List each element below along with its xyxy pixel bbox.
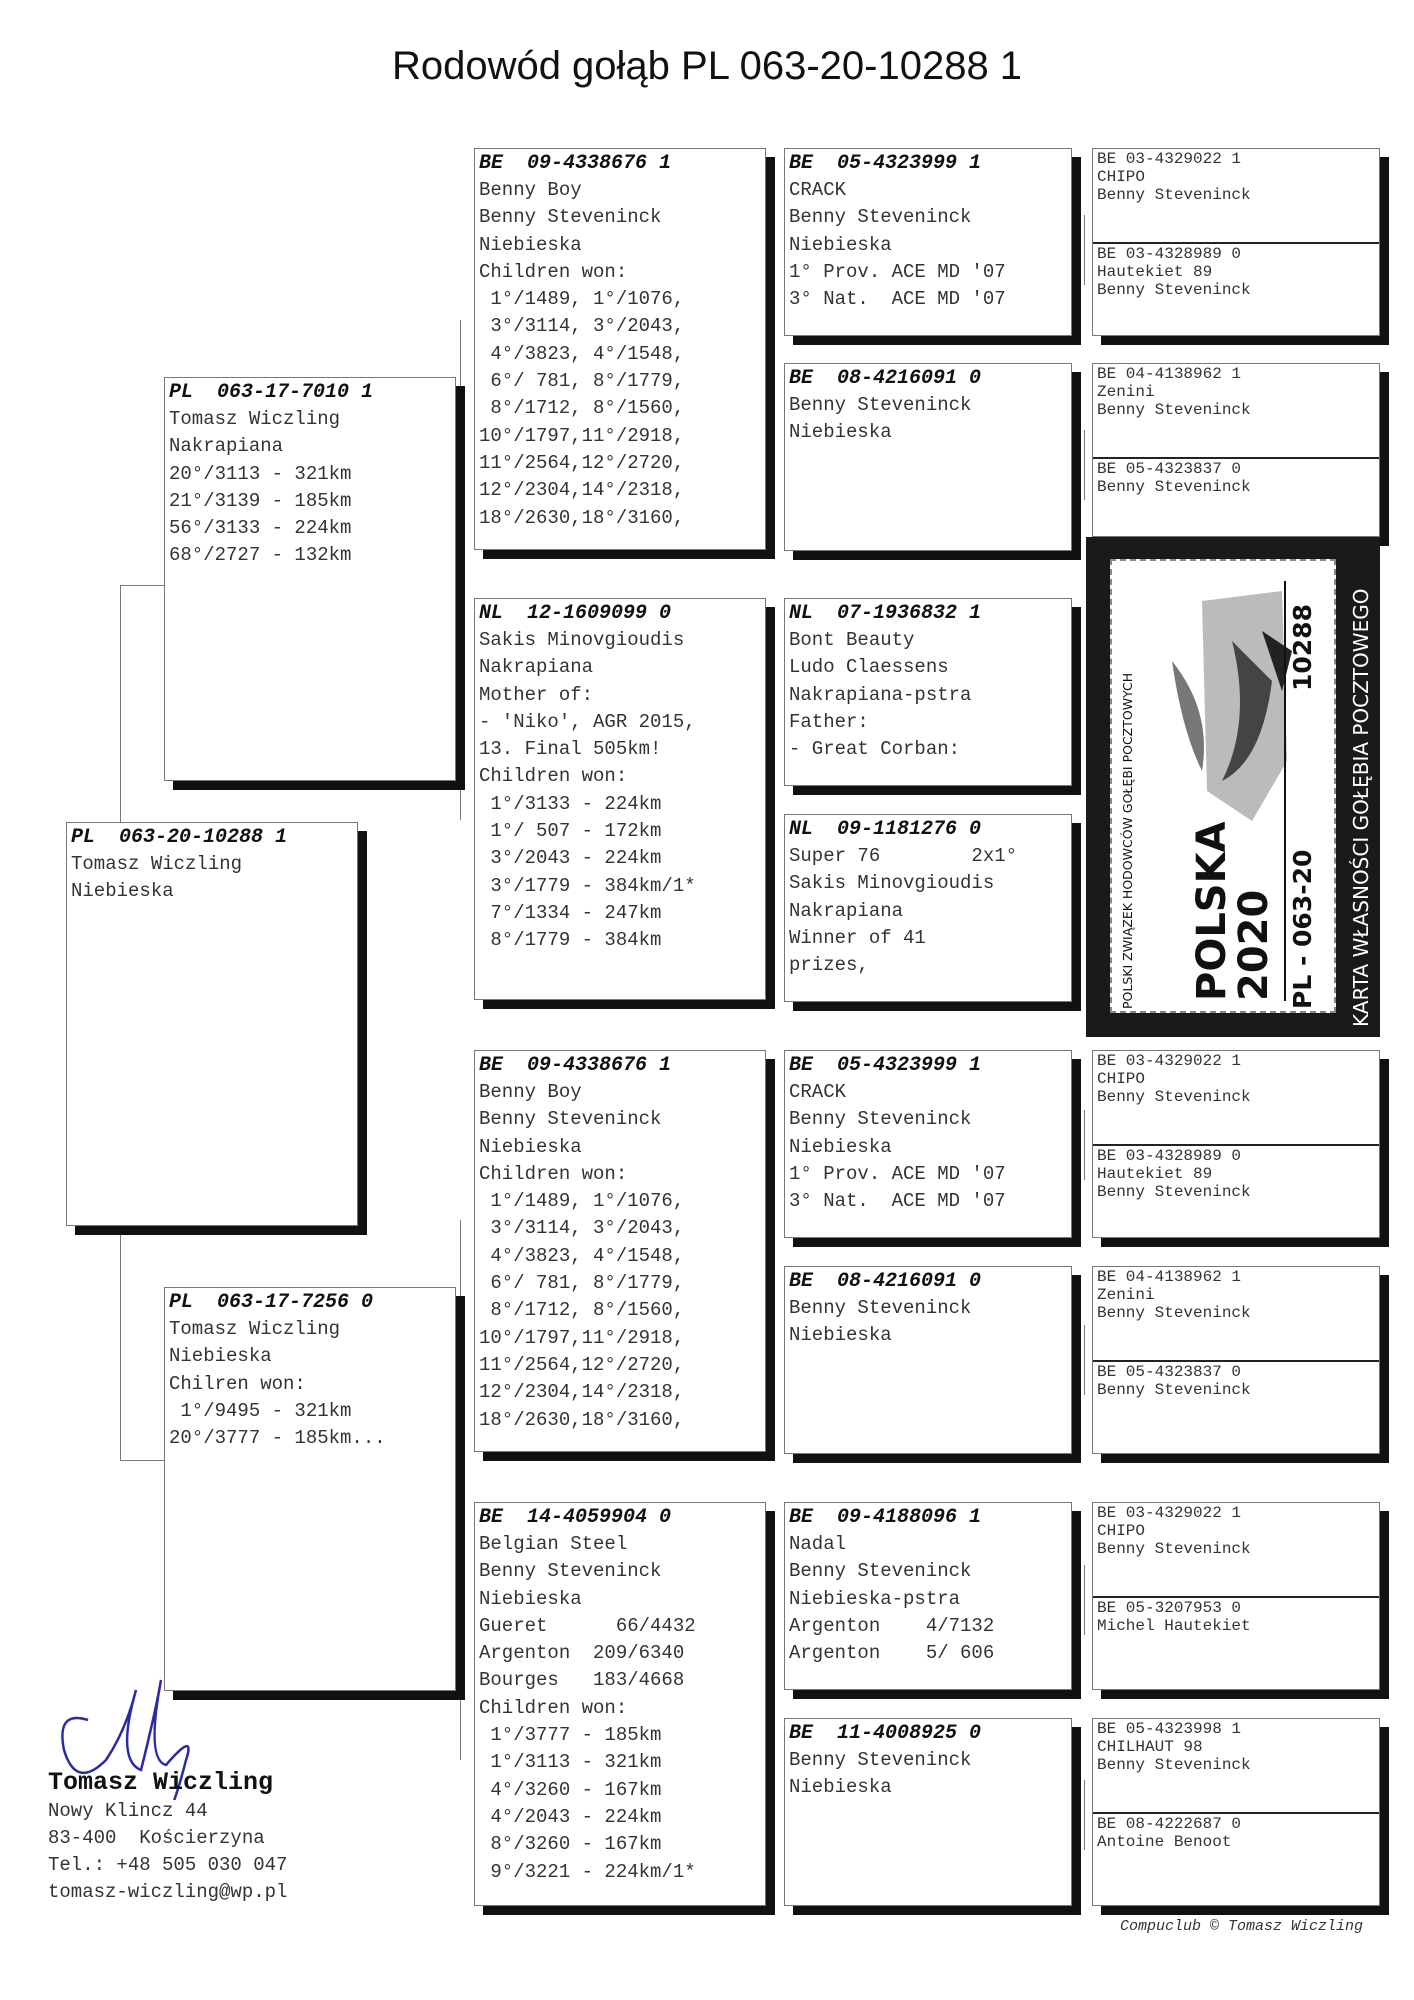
ring-number: BE 03-4329022 1 <box>1097 1504 1242 1522</box>
pedigree-card-gen4[interactable] <box>1092 1502 1380 1690</box>
pedigree-card-subject[interactable] <box>66 822 358 1226</box>
line: Niebieska <box>789 233 892 256</box>
line: Benny Boy <box>479 179 582 201</box>
line: 6°/ 781, 8°/1779, <box>479 1272 685 1295</box>
line: Niebieska <box>479 1135 582 1158</box>
line: Zenini <box>1097 383 1155 401</box>
line: Niebieska <box>789 421 892 444</box>
ring-ownership-card <box>1086 537 1380 1037</box>
pedigree-card-gen4[interactable] <box>1092 1266 1380 1454</box>
line: 8°/1779 - 384km <box>479 929 662 952</box>
connector <box>1084 1565 1085 1635</box>
line: 18°/2630,18°/3160, <box>479 1408 685 1431</box>
line: Hautekiet 89 <box>1097 263 1213 281</box>
line: Sakis Minovgioudis <box>479 629 685 651</box>
pedigree-card-gen3[interactable] <box>784 148 1072 336</box>
result-line: 68°/2727 - 132km <box>169 544 352 567</box>
connector <box>120 585 121 830</box>
page-title: Rodowód gołąb PL 063-20-10288 1 <box>391 44 1023 88</box>
line: 12°/2304,14°/2318, <box>479 479 685 502</box>
line: 9°/3221 - 224km/1* <box>479 1860 696 1883</box>
ring-number: BE 05-4323837 0 <box>1097 460 1242 478</box>
pedigree-card-gen3[interactable] <box>784 1502 1072 1690</box>
line: Niebieska-pstra <box>789 1587 961 1610</box>
country-text: POLSKA <box>1189 821 1235 1001</box>
connector <box>772 1600 773 1830</box>
pedigree-card-gen4[interactable] <box>1092 1050 1380 1238</box>
ring-number: BE 03-4329022 1 <box>1097 150 1242 168</box>
line: Nakrapiana <box>479 656 594 679</box>
line: 3°/3114, 3°/2043, <box>479 315 685 338</box>
connector <box>1084 1325 1085 1395</box>
line: CHILHAUT 98 <box>1097 1738 1203 1756</box>
email-link[interactable]: tomasz-wiczling@wp.pl <box>48 1881 288 1903</box>
line: Benny Steveninck <box>1097 478 1251 496</box>
line: prizes, <box>789 954 869 977</box>
line: CRACK <box>789 179 847 201</box>
owner: Tomasz Wiczling <box>169 1318 341 1340</box>
association-text: POLSKI ZWIĄZEK HODOWCÓW GOŁĘBI POCZTOWYCH <box>1120 672 1135 1009</box>
line: Argenton 209/6340 <box>479 1642 685 1665</box>
line: 10°/1797,11°/2918, <box>479 1326 685 1349</box>
pedigree-card-gen3[interactable] <box>784 1266 1072 1454</box>
connector <box>1084 430 1085 500</box>
line: 1°/1489, 1°/1076, <box>479 1190 685 1213</box>
ring-prefix: PL - 063-20 <box>1288 849 1317 1009</box>
line: Sakis Minovgioudis <box>789 872 995 895</box>
line: Children won: <box>479 260 628 283</box>
line: Super 76 2x1° <box>789 845 1018 867</box>
line: Children won: <box>479 765 628 788</box>
line: 11°/2564,12°/2720, <box>479 1353 685 1376</box>
line: Michel Hautekiet <box>1097 1617 1251 1635</box>
line: Benny Steveninck <box>1097 1756 1251 1774</box>
ring-number: NL 09-1181276 0 <box>789 818 982 841</box>
line: Niebieska <box>479 233 582 256</box>
ring-number: BE 05-4323837 0 <box>1097 1363 1242 1381</box>
connector <box>1084 1780 1085 1850</box>
line: Bont Beauty <box>789 629 915 651</box>
line: 1°/ 507 - 172km <box>479 820 662 843</box>
line: Father: <box>789 710 869 733</box>
connector <box>1084 215 1085 285</box>
result-line: 56°/3133 - 224km <box>169 517 352 540</box>
footer-credit: Compuclub © Tomasz Wiczling <box>1120 1918 1364 1935</box>
line: Benny Steveninck <box>789 1560 972 1583</box>
line: Benny Steveninck <box>1097 401 1251 419</box>
ring-number: BE 08-4222687 0 <box>1097 1815 1242 1833</box>
ring-number: BE 14-4059904 0 <box>479 1506 672 1529</box>
pedigree-card-gen2[interactable] <box>474 1050 766 1452</box>
owner: Tomasz Wiczling <box>71 853 243 875</box>
ring-number: NL 12-1609099 0 <box>479 602 672 625</box>
line: Argenton 4/7132 <box>789 1614 995 1637</box>
line: Benny Steveninck <box>1097 1183 1251 1201</box>
connector <box>772 690 773 960</box>
line: Benny Steveninck <box>479 1108 662 1131</box>
line: Benny Steveninck <box>1097 1381 1251 1399</box>
line: Benny Steveninck <box>789 1297 972 1319</box>
line: 10°/1797,11°/2918, <box>479 424 685 447</box>
ring-number: NL 07-1936832 1 <box>789 602 982 625</box>
line: Benny Steveninck <box>789 1749 972 1771</box>
line: Benny Steveninck <box>479 1560 662 1583</box>
result-line: 20°/3113 - 321km <box>169 462 352 485</box>
line: 1°/3133 - 224km <box>479 792 662 815</box>
result-line: 1°/9495 - 321km <box>169 1399 352 1422</box>
line: 3° Nat. ACE MD '07 <box>789 1190 1006 1213</box>
pedigree-card-mother[interactable] <box>164 1287 456 1691</box>
pedigree-card-gen2[interactable] <box>474 1502 766 1906</box>
line: 8°/1712, 8°/1560, <box>479 1299 685 1322</box>
connector <box>460 1220 461 1760</box>
pedigree-card-gen4[interactable] <box>1092 148 1380 336</box>
line: 18°/2630,18°/3160, <box>479 506 685 529</box>
line: Ludo Claessens <box>789 656 949 679</box>
ring-number: PL 063-20-10288 1 <box>71 826 288 849</box>
ring-number: BE 04-4138962 1 <box>1097 1268 1242 1286</box>
color: Nakrapiana <box>169 435 284 458</box>
pedigree-card-gen4[interactable] <box>1092 363 1380 537</box>
pedigree-card-gen3[interactable] <box>784 363 1072 551</box>
owner: Tomasz Wiczling <box>169 408 341 430</box>
breeder-contact <box>48 1768 287 1906</box>
ring-number: BE 05-4323999 1 <box>789 152 982 175</box>
pedigree-card-gen3[interactable] <box>784 1050 1072 1238</box>
line: Benny Steveninck <box>1097 1540 1251 1558</box>
line: Children won: <box>479 1696 628 1719</box>
line: Benny Steveninck <box>1097 1304 1251 1322</box>
line: 13. Final 505km! <box>479 738 662 761</box>
result-line: Chilren won: <box>169 1372 306 1395</box>
result-line: 21°/3139 - 185km <box>169 489 352 512</box>
line: 3°/3114, 3°/2043, <box>479 1217 685 1240</box>
pedigree-card-gen2[interactable] <box>474 148 766 550</box>
pedigree-card-gen3[interactable] <box>784 1718 1072 1906</box>
line: CHIPO <box>1097 1070 1146 1088</box>
line: 8°/3260 - 167km <box>479 1833 662 1856</box>
line: Gueret 66/4432 <box>479 1614 696 1637</box>
line: 12°/2304,14°/2318, <box>479 1381 685 1404</box>
ring-number: BE 08-4216091 0 <box>789 367 982 390</box>
card-footer-text: KARTA WŁASNOŚCI GOŁĘBIA POCZTOWEGO <box>1349 588 1373 1027</box>
line: 4°/2043 - 224km <box>479 1805 662 1828</box>
line: 1° Prov. ACE MD '07 <box>789 1162 1006 1185</box>
ring-number-text: 10288 <box>1288 604 1317 691</box>
color: Niebieska <box>169 1345 272 1368</box>
ring-number: BE 04-4138962 1 <box>1097 365 1242 383</box>
connector <box>460 320 461 820</box>
line: Mother of: <box>479 683 594 706</box>
ring-number: BE 09-4338676 1 <box>479 1054 672 1077</box>
line: Nakrapiana-pstra <box>789 683 972 706</box>
year-text: 2020 <box>1231 889 1277 1001</box>
connector <box>120 1225 121 1460</box>
city: 83-400 Kościerzyna <box>48 1827 265 1849</box>
line: 11°/2564,12°/2720, <box>479 451 685 474</box>
ring-number: BE 09-4188096 1 <box>789 1506 982 1529</box>
ring-number: BE 03-4328989 0 <box>1097 1147 1242 1165</box>
pedigree-card-gen2[interactable] <box>474 598 766 1000</box>
line: Benny Steveninck <box>789 206 972 229</box>
pedigree-card-gen4[interactable] <box>1092 1718 1380 1906</box>
line: 6°/ 781, 8°/1779, <box>479 370 685 393</box>
line: Benny Steveninck <box>789 1108 972 1131</box>
pedigree-card-gen3[interactable] <box>784 814 1072 1002</box>
line: Bourges 183/4668 <box>479 1669 685 1692</box>
line: Zenini <box>1097 1286 1155 1304</box>
color: Niebieska <box>71 880 174 903</box>
line: - 'Niko', AGR 2015, <box>479 710 696 733</box>
line: 3° Nat. ACE MD '07 <box>789 288 1006 311</box>
ring-number: PL 063-17-7010 1 <box>169 381 374 404</box>
ring-number: BE 05-3207953 0 <box>1097 1599 1242 1617</box>
ring-number: BE 09-4338676 1 <box>479 152 672 175</box>
pedigree-card-gen3[interactable] <box>784 598 1072 786</box>
line: Benny Steveninck <box>1097 186 1251 204</box>
pedigree-card-father[interactable] <box>164 377 456 781</box>
line: Nakrapiana <box>789 899 904 922</box>
line: Niebieska <box>789 1776 892 1799</box>
connector <box>1084 1110 1085 1180</box>
line: CHIPO <box>1097 1522 1146 1540</box>
result-line: 20°/3777 - 185km... <box>169 1427 386 1450</box>
ring-number: BE 05-4323999 1 <box>789 1054 982 1077</box>
line: Winner of 41 <box>789 926 926 949</box>
line: CHIPO <box>1097 168 1146 186</box>
line: 7°/1334 - 247km <box>479 901 662 924</box>
ring-number: BE 03-4329022 1 <box>1097 1052 1242 1070</box>
divider <box>1284 581 1286 1001</box>
line: Benny Steveninck <box>1097 281 1251 299</box>
ring-number: PL 063-17-7256 0 <box>169 1291 374 1314</box>
line: Benny Steveninck <box>789 394 972 416</box>
line: 4°/3260 - 167km <box>479 1778 662 1801</box>
connector <box>120 585 164 586</box>
line: 1°/3113 - 321km <box>479 1751 662 1774</box>
connector <box>120 1460 164 1461</box>
ring-number: BE 08-4216091 0 <box>789 1270 982 1293</box>
line: Niebieska <box>789 1324 892 1347</box>
line: Hautekiet 89 <box>1097 1165 1213 1183</box>
ring-number: BE 05-4323998 1 <box>1097 1720 1242 1738</box>
line: CRACK <box>789 1081 847 1103</box>
line: 3°/2043 - 224km <box>479 847 662 870</box>
line: 3°/1779 - 384km/1* <box>479 874 696 897</box>
line: 4°/3823, 4°/1548, <box>479 1244 685 1267</box>
line: Niebieska <box>479 1587 582 1610</box>
phone: Tel.: +48 505 030 047 <box>48 1854 288 1876</box>
line: Benny Steveninck <box>1097 1088 1251 1106</box>
connector <box>772 240 773 460</box>
line: Belgian Steel <box>479 1533 628 1555</box>
line: Nadal <box>789 1533 847 1555</box>
line: 1°/3777 - 185km <box>479 1724 662 1747</box>
line: 8°/1712, 8°/1560, <box>479 397 685 420</box>
breeder-name: Tomasz Wiczling <box>48 1768 274 1797</box>
address: Nowy Klincz 44 <box>48 1800 208 1822</box>
ring-number: BE 11-4008925 0 <box>789 1722 982 1745</box>
line: 1°/1489, 1°/1076, <box>479 288 685 311</box>
line: 4°/3823, 4°/1548, <box>479 342 685 365</box>
line: Niebieska <box>789 1135 892 1158</box>
connector <box>772 1140 773 1370</box>
line: Antoine Benoot <box>1097 1833 1232 1851</box>
ring-number: BE 03-4328989 0 <box>1097 245 1242 263</box>
line: Benny Boy <box>479 1081 582 1103</box>
line: Argenton 5/ 606 <box>789 1642 995 1665</box>
line: 1° Prov. ACE MD '07 <box>789 260 1006 283</box>
line: Benny Steveninck <box>479 206 662 229</box>
line: - Great Corban: <box>789 738 961 761</box>
line: Children won: <box>479 1162 628 1185</box>
